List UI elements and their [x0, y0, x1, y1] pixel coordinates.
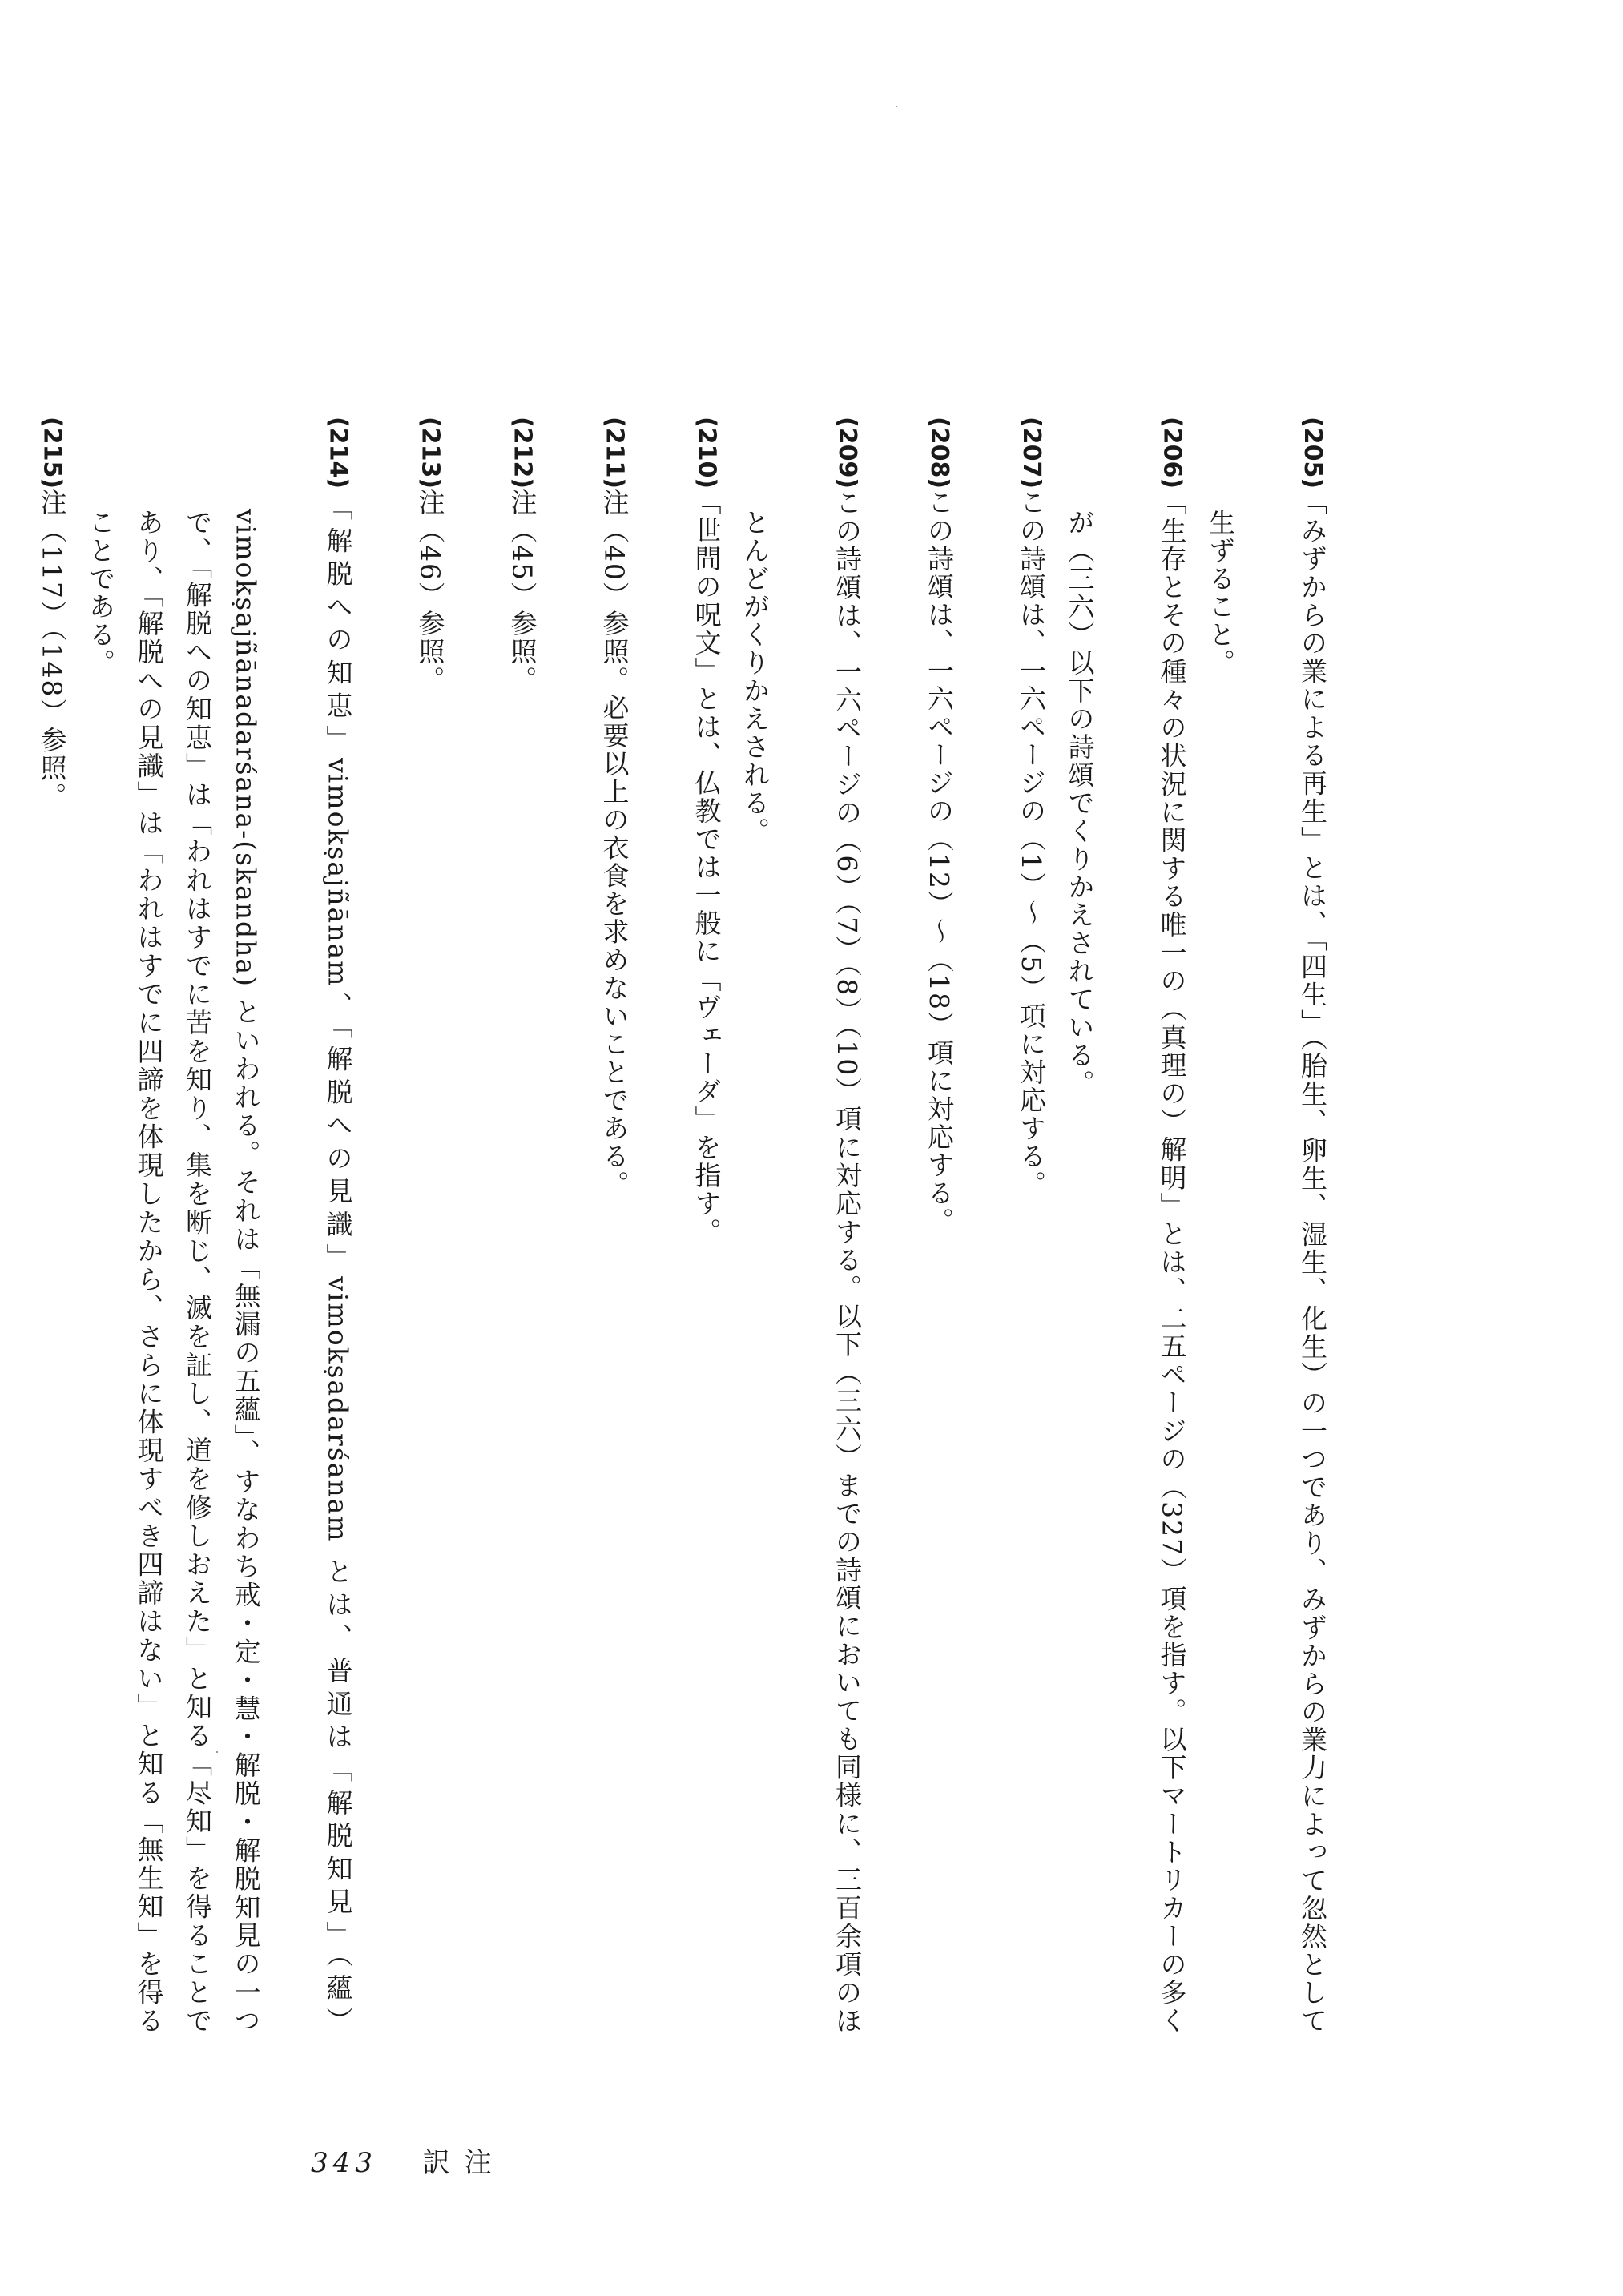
note-number: (206) [1158, 417, 1186, 489]
note-213 [362, 417, 454, 2035]
note-number: (205) [1299, 417, 1327, 489]
note-205 [1196, 417, 1337, 2035]
note-211 [546, 417, 638, 2035]
note-text: 「生存とその種々の状況に関する唯一の（真理の）解明」とは、二五ページの（327）項を指す。以下マートリカーの多くが（三六）以下の詩頌でくりかえされている。 [1064, 489, 1188, 2035]
note-text: この詩頌は、一六ページの（6）（7）（8）（10）項に対応する。以下（三六）までの詩頌においても同様に、三百余項のほとんどがくりかえされる。 [739, 489, 863, 2035]
note-207 [963, 417, 1055, 2035]
translator-notes [0, 417, 1336, 2035]
note-number: (208) [925, 417, 953, 489]
note-text: 注（40）参照。必要以上の衣食を求めないことである。 [598, 489, 630, 1199]
note-214 [76, 417, 362, 2035]
note-text: 「世間の呪文」とは、仏教では一般に「ヴェーダ」を指す。 [691, 489, 723, 1247]
note-208 [871, 417, 963, 2035]
note-number: (211) [600, 417, 629, 489]
note-210 [638, 417, 731, 2035]
note-text: 注（45）参照。 [506, 489, 538, 695]
note-number: (210) [692, 417, 721, 489]
note-215 [0, 417, 76, 2035]
note-number: (207) [1017, 417, 1045, 489]
note-206 [1055, 417, 1196, 2035]
note-number: (212) [508, 417, 537, 489]
page-footer [311, 2141, 506, 2180]
note-number: (209) [833, 417, 861, 489]
note-text: 「みずからの業による再生」とは、「四生」（胎生、卵生、湿生、化生）の一つであり、みずからの業力によって忽然として生ずること。 [1205, 489, 1328, 2035]
running-head: 訳注 [422, 2147, 506, 2179]
note-number: (215) [38, 417, 66, 489]
page-number: 343 [311, 2147, 377, 2179]
note-212 [454, 417, 546, 2035]
note-number: (213) [416, 417, 445, 489]
note-number: (214) [324, 417, 352, 489]
note-text: この詩頌は、一六ページの（1）～（5）項に対応する。 [1016, 489, 1047, 1199]
note-text: 注（46）参照。 [414, 489, 446, 695]
note-209 [731, 417, 872, 2035]
scan-speck [896, 106, 897, 107]
note-text: この詩頌は、一六ページの（12）～（18）項に対応する。 [924, 489, 955, 1236]
note-text: 「解脱への知恵」vimokṣajñānam、「解脱への見識」vimokṣadarśanam とは、普通は「解脱知見」（蘊）vimokṣajñānadarśana-(skandha) といわれる。それは「無漏の五蘊」、すなわち戒・定・慧・解脱・解脱知見の一つで、「解脱への知恵」は「われはすでに苦を知り、集を断じ、滅を証し、道を修しおえた」と知る「尽知」を得ることであり、「解脱への見識」は「われはすでに四諦を体現したから、さらに体現すべき四諦はない」と知る「無生知」を得ることである。 [85, 489, 354, 2036]
note-text: 注（117）（148）参照。 [36, 489, 68, 811]
